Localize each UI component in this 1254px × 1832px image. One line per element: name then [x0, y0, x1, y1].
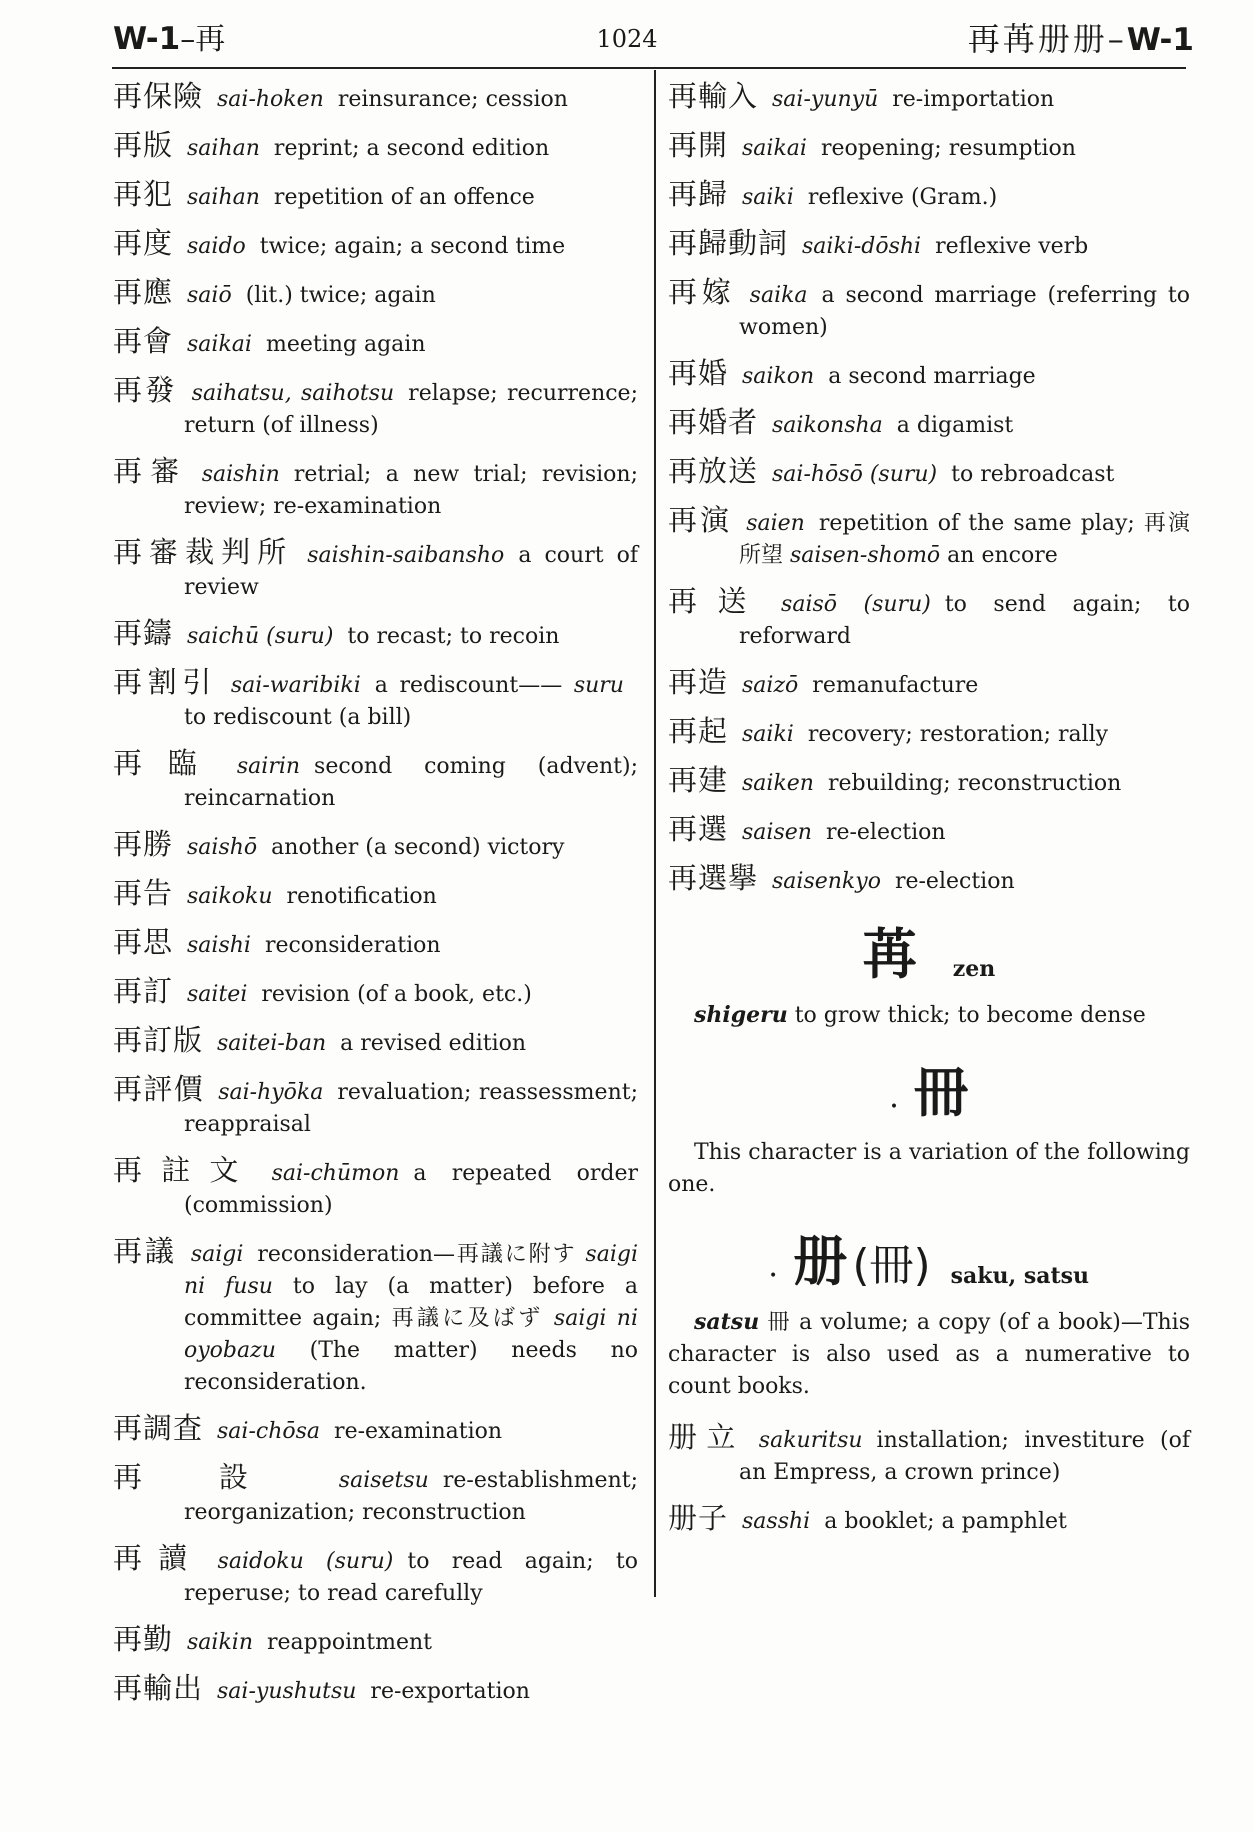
- entry-kanji: 再審裁判所: [113, 535, 294, 569]
- entry-gloss: reflexive (Gram.): [807, 185, 998, 210]
- dictionary-entry: [113, 666, 638, 734]
- entry-gloss: recovery; restoration; rally: [807, 722, 1109, 747]
- zen-def-bold: shigeru: [694, 1002, 788, 1028]
- entry-romaji: saishi: [187, 933, 251, 958]
- entry-kanji: 再送: [668, 584, 768, 618]
- subentry-gloss: to lay (a matter) before a committee again;: [184, 1274, 638, 1331]
- entry-kanji: 再選擧: [668, 861, 759, 895]
- left-column: [113, 80, 638, 1721]
- entry-gloss: installation; investiture (of an Empress, a crown prince): [739, 1428, 1190, 1485]
- entry-cont-gloss: to rediscount (a bill): [184, 705, 412, 730]
- dictionary-entry: [113, 536, 638, 604]
- entry-gloss: re-exportation: [370, 1679, 530, 1704]
- entry-romaji: sasshi: [742, 1509, 811, 1534]
- entry-gloss: meeting again: [265, 332, 426, 357]
- entry-romaji: saikon: [742, 364, 815, 389]
- entry-romaji: saien: [746, 511, 805, 536]
- entry-romaji: saikoku: [187, 884, 273, 909]
- subentry-romaji: saisen-shomō: [790, 543, 941, 568]
- entry-kanji: 再放送: [668, 454, 759, 488]
- entry-romaji: saikai: [742, 136, 807, 161]
- entry-gloss: a revised edition: [340, 1031, 527, 1056]
- subentry-gloss: an encore: [940, 543, 1058, 568]
- entry-romaji: saishin-saibansho: [307, 543, 505, 568]
- entry-gloss: relapse; recurrence; return (of illness): [184, 381, 638, 438]
- dictionary-entry: [668, 227, 1190, 263]
- entry-romaji: saikai: [187, 332, 252, 357]
- dictionary-entry: [668, 455, 1190, 491]
- right-column: [668, 80, 1190, 1551]
- entry-cont-romaji: suru: [573, 673, 624, 698]
- dictionary-entry: [668, 585, 1190, 653]
- column-divider: [654, 70, 656, 1597]
- entry-gloss: to recast; to recoin: [347, 624, 560, 649]
- entry-romaji: sai-waribiki: [230, 673, 361, 698]
- entry-kanji: 再造: [668, 665, 729, 699]
- entry-kanji: 再婚者: [668, 405, 759, 439]
- entry-kanji: 再選: [668, 812, 729, 846]
- entry-gloss: reprint; a second edition: [273, 136, 550, 161]
- dictionary-entry: [668, 357, 1190, 393]
- satsu-variant-note: This character is a variation of the following one.: [668, 1140, 1190, 1197]
- dictionary-entry: [113, 276, 638, 312]
- satsu-def-bold: satsu: [694, 1309, 760, 1335]
- entry-gloss: to rebroadcast: [951, 462, 1115, 487]
- subentry-romaji: saigi ni fusu: [184, 1242, 638, 1299]
- entry-romaji: saihatsu, saihotsu: [191, 381, 395, 406]
- entry-romaji: saitei: [187, 982, 248, 1007]
- entry-gloss: reappointment: [267, 1630, 432, 1655]
- zen-definition: [668, 999, 1190, 1032]
- zen-def-text: to grow thick; to become dense: [787, 1003, 1146, 1028]
- entry-kanji: 再應: [113, 275, 174, 309]
- entry-romaji: saichū (suru): [187, 624, 334, 649]
- dictionary-entry: [113, 80, 638, 116]
- entry-gloss: a court of review: [184, 543, 638, 600]
- entry-kanji: 再勤: [113, 1622, 174, 1656]
- entry-kanji: 再訂: [113, 974, 174, 1008]
- dictionary-entry: [113, 227, 638, 263]
- entry-romaji: saisetsu: [338, 1468, 429, 1493]
- entry-romaji: saika: [749, 283, 808, 308]
- right-column-entries: [668, 80, 1190, 898]
- entry-gloss: repetition of an offence: [273, 185, 535, 210]
- entry-romaji: sai-chūmon: [271, 1161, 400, 1186]
- entry-gloss: revaluation; reassessment; reappraisal: [184, 1080, 638, 1137]
- entry-gloss: (lit.) twice; again: [245, 283, 436, 308]
- entry-romaji: saitei-ban: [217, 1031, 327, 1056]
- satsu-variant-kanji: 冊: [914, 1061, 969, 1124]
- entry-romaji: saisenkyo: [772, 869, 881, 894]
- entry-gloss: re-importation: [892, 87, 1055, 112]
- entry-romaji: saikonsha: [772, 413, 883, 438]
- entry-kanji: 再思: [113, 925, 174, 959]
- entry-gloss: reflexive verb: [935, 234, 1089, 259]
- entry-romaji: sai-yunyū: [772, 87, 879, 112]
- dictionary-entry: [113, 455, 638, 523]
- entry-kanji: 再訂版: [113, 1023, 204, 1057]
- dictionary-entry: [113, 129, 638, 165]
- satsu-kanji: 册: [793, 1230, 848, 1293]
- dictionary-entry: [668, 406, 1190, 442]
- entry-kanji: 再嫁: [668, 275, 736, 309]
- dictionary-entry: [113, 1461, 638, 1529]
- entry-romaji: sai-yushutsu: [217, 1679, 357, 1704]
- entry-kanji: 再割引: [113, 665, 217, 699]
- entry-kanji: 再審: [113, 454, 188, 488]
- subentry-gloss: (The matter) needs no reconsideration.: [184, 1338, 638, 1395]
- entry-romaji: saizō: [742, 673, 799, 698]
- header-left-code: W-1: [113, 21, 181, 57]
- subentry-romaji: saigi ni oyobazu: [184, 1306, 638, 1363]
- entry-kanji: 再度: [113, 226, 174, 260]
- entry-kanji: 册子: [668, 1501, 729, 1535]
- dictionary-entry: [668, 276, 1190, 344]
- entry-romaji: sakuritsu: [758, 1428, 863, 1453]
- dictionary-entry: [113, 1235, 638, 1399]
- entry-romaji: saihan: [187, 185, 260, 210]
- entry-kanji: 再勝: [113, 827, 174, 861]
- header-left-kanji: 再: [195, 22, 226, 57]
- satsu-def-kanji: 冊: [767, 1310, 791, 1335]
- zen-reading: zen: [952, 955, 996, 982]
- entry-kanji: 再起: [668, 714, 729, 748]
- entry-romaji: saido: [187, 234, 246, 259]
- entry-kanji: 再設: [113, 1460, 325, 1494]
- subentry-kanji: 再演所望: [739, 511, 1190, 568]
- entry-romaji: saishin: [201, 462, 280, 487]
- entry-romaji: sai-hoken: [217, 87, 324, 112]
- entry-gloss: reconsideration—: [257, 1242, 456, 1267]
- entry-gloss: reinsurance; cession: [337, 87, 568, 112]
- entry-kanji: 再演: [668, 503, 733, 537]
- entry-kanji: 再輸出: [113, 1671, 204, 1705]
- entry-kanji: 再註文: [113, 1153, 258, 1187]
- dictionary-entry: [668, 178, 1190, 214]
- entry-romaji: saiō: [187, 283, 232, 308]
- entry-gloss: a second marriage: [828, 364, 1036, 389]
- entry-kanji: 再告: [113, 876, 174, 910]
- dictionary-entry: [113, 1073, 638, 1141]
- satsu-heading: [668, 1219, 1190, 1296]
- dictionary-entry: [113, 1412, 638, 1448]
- dictionary-entry: [113, 747, 638, 815]
- dictionary-entry: [668, 764, 1190, 800]
- dictionary-entry: [113, 1623, 638, 1659]
- entry-gloss: a second marriage (referring to women): [739, 283, 1190, 340]
- entry-gloss: re-establishment; reorganization; reconstruction: [184, 1468, 638, 1525]
- dictionary-entry: [668, 504, 1190, 572]
- entry-gloss: reconsideration: [264, 933, 441, 958]
- dictionary-entry: [668, 80, 1190, 116]
- entry-gloss: rebuilding; reconstruction: [827, 771, 1122, 796]
- entry-romaji: sairin: [236, 754, 301, 779]
- entry-gloss: remanufacture: [812, 673, 979, 698]
- dictionary-entry: [668, 1421, 1190, 1489]
- dictionary-entry: [113, 1542, 638, 1610]
- dictionary-entry: [113, 617, 638, 653]
- dictionary-entry: [113, 877, 638, 913]
- entry-kanji: 再犯: [113, 177, 174, 211]
- entry-kanji: 再版: [113, 128, 174, 162]
- header-right: [968, 14, 1194, 64]
- entry-kanji: 再調査: [113, 1411, 204, 1445]
- satsu-entries: [668, 1421, 1190, 1538]
- entry-kanji: 再歸動詞: [668, 226, 789, 260]
- satsu-variant-heading: [668, 1050, 1190, 1127]
- dictionary-entry: [668, 813, 1190, 849]
- entry-kanji: 再婚: [668, 356, 729, 390]
- dictionary-entry: [113, 1024, 638, 1060]
- dictionary-entry: [668, 862, 1190, 898]
- entry-mark: •: [768, 1267, 778, 1284]
- entry-gloss: renotification: [286, 884, 437, 909]
- entry-gloss: another (a second) victory: [271, 835, 565, 860]
- dictionary-entry: [113, 374, 638, 442]
- entry-kanji: 再臨: [113, 746, 223, 780]
- header-rule: [112, 67, 1186, 69]
- entry-romaji: saisen: [742, 820, 812, 845]
- entry-gloss: re-election: [825, 820, 946, 845]
- entry-gloss: a booklet; a pamphlet: [824, 1509, 1067, 1534]
- entry-romaji: saigi: [190, 1242, 244, 1267]
- dictionary-entry: [113, 828, 638, 864]
- entry-kanji: 册立: [668, 1420, 745, 1454]
- dictionary-entry: [668, 129, 1190, 165]
- satsu-alt-kanji: (冊): [852, 1240, 931, 1291]
- entry-gloss: repetition of the same play;: [818, 511, 1144, 536]
- dictionary-entry: [113, 178, 638, 214]
- entry-kanji: 再建: [668, 763, 729, 797]
- entry-gloss: revision (of a book, etc.): [261, 982, 532, 1007]
- header-left-dash: –: [180, 22, 196, 57]
- entry-gloss: second coming (advent); reincarnation: [184, 754, 638, 811]
- entry-gloss: to read again; to reperuse; to read carefully: [184, 1549, 638, 1606]
- entry-kanji: 再鑄: [113, 616, 174, 650]
- entry-kanji: 再議: [113, 1234, 177, 1268]
- entry-romaji: saiki: [742, 722, 794, 747]
- entry-gloss: a repeated order (commission): [184, 1161, 638, 1218]
- page-number: 1024: [596, 25, 658, 53]
- entry-romaji: saihan: [187, 136, 260, 161]
- dictionary-entry: [113, 1154, 638, 1222]
- header-right-kanji: 再苒册册: [967, 20, 1108, 58]
- header-right-dash: –: [1107, 20, 1127, 58]
- entry-romaji: sai-hyōka: [218, 1080, 324, 1105]
- entry-mark: •: [889, 1098, 899, 1115]
- dictionary-entry: [668, 666, 1190, 702]
- entry-kanji: 再歸: [668, 177, 729, 211]
- entry-romaji: saishō: [187, 835, 258, 860]
- entry-gloss: retrial; a new trial; revision; review; re-examination: [184, 462, 638, 519]
- entry-gloss: to send again; to reforward: [739, 592, 1190, 649]
- entry-kanji: 再輸入: [668, 79, 759, 113]
- dictionary-entry: [113, 926, 638, 962]
- dictionary-entry: [113, 1672, 638, 1708]
- subentry-kanji: 再議に及ばず: [391, 1306, 544, 1331]
- entry-romaji: sai-hōsō (suru): [772, 462, 938, 487]
- entry-gloss: re-examination: [334, 1419, 503, 1444]
- dictionary-entry: [668, 715, 1190, 751]
- entry-romaji: saiki: [742, 185, 794, 210]
- entry-kanji: 再開: [668, 128, 729, 162]
- entry-romaji: saiken: [742, 771, 814, 796]
- entry-gloss: a digamist: [896, 413, 1014, 438]
- entry-kanji: 再評價: [113, 1072, 205, 1106]
- entry-gloss: twice; again; a second time: [259, 234, 566, 259]
- satsu-definition: [668, 1306, 1190, 1403]
- dictionary-entry: [668, 1502, 1190, 1538]
- subentry-kanji: 再議に附す: [455, 1242, 577, 1267]
- entry-gloss: a rediscount——: [374, 673, 563, 698]
- satsu-reading: saku, satsu: [950, 1262, 1090, 1289]
- dictionary-entry: [113, 325, 638, 361]
- entry-romaji: saiki-dōshi: [802, 234, 922, 259]
- entry-romaji: saikin: [187, 1630, 253, 1655]
- zen-kanji: 苒: [862, 923, 917, 986]
- entry-romaji: sai-chōsa: [217, 1419, 321, 1444]
- dictionary-entry: [113, 975, 638, 1011]
- zen-heading: [668, 912, 1190, 989]
- satsu-def-text: a volume; a copy (of a book)—This character is also used as a numerative to count books.: [668, 1310, 1190, 1399]
- entry-kanji: 再保險: [113, 79, 204, 113]
- entry-gloss: re-election: [894, 869, 1015, 894]
- entry-romaji: saidoku (suru): [217, 1549, 394, 1574]
- entry-romaji: saisō (suru): [781, 592, 931, 617]
- entry-kanji: 再讀: [113, 1541, 204, 1575]
- entry-kanji: 再發: [113, 373, 178, 407]
- entry-gloss: reopening; resumption: [820, 136, 1076, 161]
- entry-kanji: 再會: [113, 324, 174, 358]
- header-right-code: W-1: [1126, 22, 1194, 58]
